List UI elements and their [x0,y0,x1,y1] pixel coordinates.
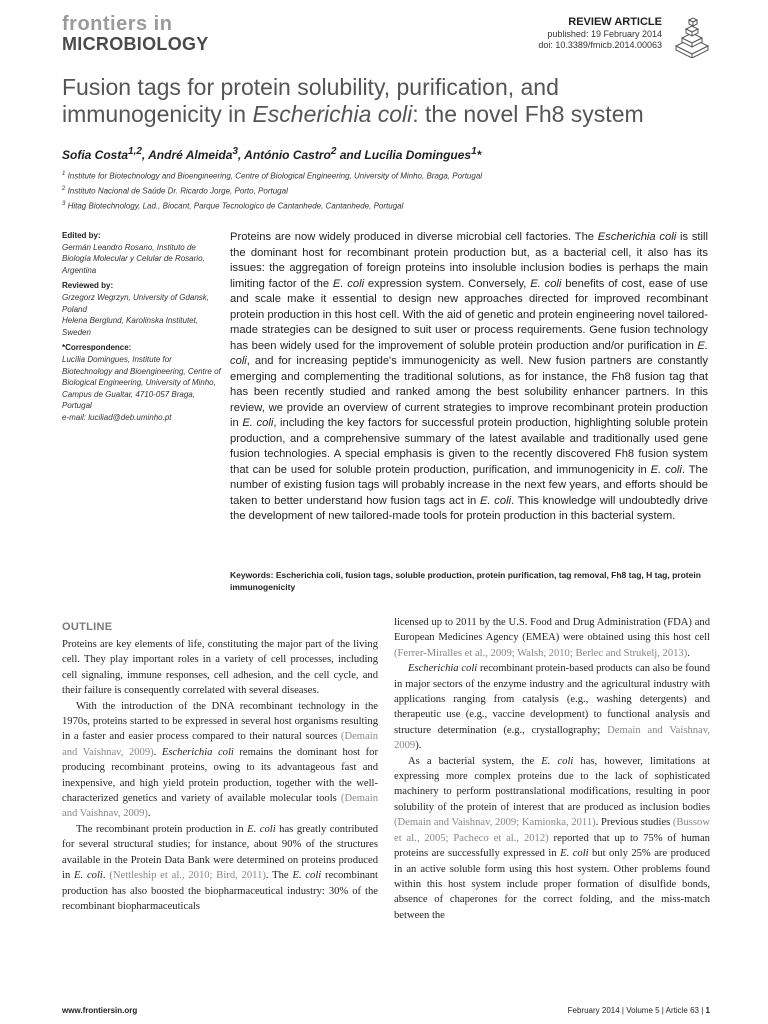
article-type: REVIEW ARTICLE [568,16,662,28]
correspondence-email[interactable]: e-mail: luciliad@deb.uminho.pt [62,412,172,422]
affiliation-2: $^2$ Instituto Nacional de Saúde Dr. Ricardo Jorge, Porto, Portugal [62,186,288,196]
abstract: Proteins are now widely produced in diverse microbial cell factories. The Escherichia coli is still the dominant host for recombinant protein production but, as a bacterial cell, it also has its issues: the aggregation of foreign proteins into insoluble inclusion bodies is perhaps the main limiting factor of the E. coli expression system. Conversely, E. coli benefits of cost, ease of use and scale make it essential to design new approaches directed for improved recombinant protein production in this host cell. With the aid of genetic and protein engineering novel tailored-made strategies can be designed to suit user or process requirements. Gene fusion technology has been widely used for the improvement of soluble protein production and/or purification in E. coli, and for increasing peptide's immunogenicity as well. New fusion partners are constantly emerging and complementing the traditional solutions, as for instance, the Fh8 fusion tag that has been recently studied and ranked among the best solubility enhancer partners. In this review, we provide an overview of current strategies to improve recombinant protein production in E. coli, including the key factors for successful protein production, highlighting soluble protein production, and a comprehensive summary of the latest available and traditionally used gene fusion technologies. A special emphasis is given to the recently discovered Fh8 fusion system that can be used for soluble protein production, purification, and immunogenicity in E. coli. The number of existing fusion tags will probably increase in the next few years, and efforts should be taken to better understand how fusion tags act in E. coli. This knowledge will undoubtedly drive the development of new tailored-made tools for protein production in this bacterial system. [230,231,709,522]
article-meta [538,16,662,51]
citation-link[interactable]: (Demain and Vaishnav, 2009) [62,793,378,820]
paragraph: As a bacterial system, the E. coli has, however, limitations at expressing more complex proteins due to the lack of sophisticated machinery to perform posttranslational modifications, resulting in poor solubility of the protein of interest that are produced as inclusion bodies (Demain and Vaishnav, 2009; Kamionka, 2011). Previous studies (Bussow et al., 2005; Pacheco et al., 2012) reported that up to 75% of human proteins are successfully expressed in E. coli but only 25% are produced in an active soluble form using this host system. Other problems found within this host system include proper formation of disulfide bonds, absence of chaperones for the correct folding, and the miss-match between the [394,755,711,921]
paragraph: With the introduction of the DNA recombinant technology in the 1970s, proteins started to be expressed in several host organisms resulting in a faster and easier process compared to their natural sources (Demain and Vaishnav, 2009). Escherichia coli remains the dominant host for producing recombinant proteins, owing to its advantageous fast and inexpensive, and high yield protein production, together with the well-characterized genetics and variety of available molecular tools (Demain and Vaishnav, 2009). [62,700,379,820]
citation-link[interactable]: Demain and Vaishnav, 2009 [394,724,710,752]
page-number: 1 [705,1006,710,1015]
paragraph: Escherichia coli recombinant protein-based products can also be found in major sectors of the enzyme industry and the agricultural industry with applications ranging from catalysis (e.g., washing detergents) and therapeutic use (e.g., vaccine development) to functional analysis and structure determination (e.g., crystallography; Demain and Vaishnav, 2009). [394,663,710,752]
doi: doi: 10.3389/fmicb.2014.00063 [538,39,662,50]
body-column-right [394,615,710,923]
author-list: Sofia Costa$^{1,2}$, André Almeida$^3$, António Castro$^2$ and Lucília Domingues$^1$* [62,146,482,162]
frontiers-stack-icon [672,14,712,58]
affiliation-1: $^1$ Institute for Biotechnology and Bioengineering, Centre of Biological Engineering, University of Minho, Braga, Portugal [62,171,483,181]
paragraph: licensed up to 2011 by the U.S. Food and Drug Administration (FDA) and European Medicines Agency (EMEA) were obtained using this host cell (Ferrer-Miralles et al., 2009; Walsh, 2010; Berlec and Strukelj, 2013). [394,617,710,659]
citation-link[interactable]: (Bussow et al., 2005; Pacheco et al., 2012) [394,817,710,844]
section-heading-outline: OUTLINE [62,621,113,633]
journal-name-line2: MICROBIOLOGY [62,34,209,54]
citation-link[interactable]: (Demain and Vaishnav, 2009) [62,731,378,758]
correspondence-address: Lucília Domingues, Institute for Biotechnology and Bioengineering, Centre of Biological Engineering, University of Minho, Campus de Gualtar, 4710-057 Braga, Portugal [62,354,221,411]
keywords-label: Keywords: [230,570,274,580]
footer-issue-info: February 2014 | Volume 5 | Article 63 | 1 [567,1006,710,1015]
citation-link[interactable]: (Nettleship et al., 2010; Bird, 2011) [109,870,266,882]
edited-by-heading: Edited by: [62,231,101,240]
journal-logo [62,14,209,53]
title-italic: Escherichia coli [252,101,413,127]
correspondence-heading: *Correspondence: [62,343,132,353]
reviewer-2: Helena Berglund, Karolinska Institutet, Sweden [62,316,199,337]
published-date: published: 19 February 2014 [547,29,662,40]
affiliation-3: $^3$ Hitag Biotechnology, Lad., Biocant, Parque Tecnologico de Cantanhede, Cantanhede, Portugal [62,201,404,211]
citation-link[interactable]: (Ferrer-Miralles et al., 2009; Walsh, 2010; Berlec and Strukelj, 2013) [394,647,688,659]
paragraph: The recombinant protein production in E. coli has greatly contributed for several structural studies; for instance, about 90% of the structures available in the Protein Data Bank were determined on proteins produced in E. coli. (Nettleship et al., 2010; Bird, 2011). The E. coli recombinant production has also boosted the biopharmaceutical industry: 30% of the recombinant biopharmaceuticals [62,823,378,912]
body-column-left [62,637,378,914]
footer-website-link[interactable]: www.frontiersin.org [62,1006,138,1015]
journal-name-line1: frontiers in [62,13,173,35]
citation-link[interactable]: (Demain and Vaishnav, 2009; Kamionka, 2011) [394,817,596,829]
editor: Germán Leandro Rosano, Instituto de Biología Molecular y Celular de Rosario, Argentina [62,242,205,275]
article-info-sidebar [62,230,222,428]
reviewer-1: Grzegorz Wegrzyn, University of Gdansk, Poland [62,292,210,314]
title-text-end: : the novel Fh8 system [412,101,644,127]
reviewed-by-heading: Reviewed by: [62,281,114,291]
article-title [62,74,722,128]
keywords-values: Escherichia coli, fusion tags, soluble production, protein purification, tag removal, Fh8 tag, H tag, protein immunogenicity [230,570,701,592]
affiliations [62,168,482,213]
title-text: Fusion tags for protein solubility, purification, and immunogenicity in [62,74,559,127]
paragraph: Proteins are key elements of life, constituting the major part of the living cell. They play important roles in a variety of cell processes, including cell signaling, immune responses, cell adhesion, and the cell cycle, and their failure is consequently correlated with several diseases. [62,639,378,697]
keywords [230,569,708,593]
